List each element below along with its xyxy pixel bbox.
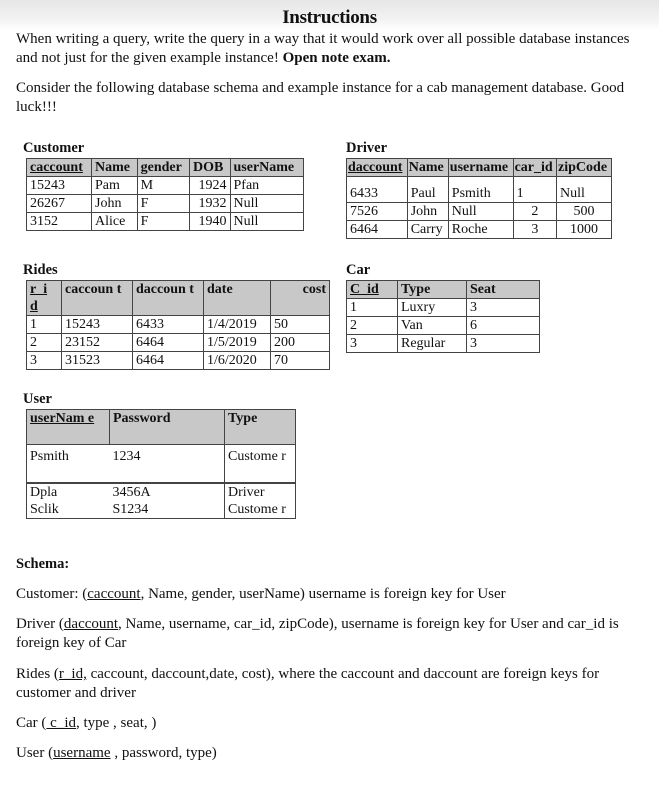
user-table bbox=[26, 409, 296, 519]
user-col-type: Type bbox=[225, 410, 296, 445]
schema-key: r_id, bbox=[58, 666, 87, 682]
cell: 6433 bbox=[133, 316, 204, 334]
cell: 50 bbox=[271, 316, 330, 334]
table-row bbox=[347, 317, 540, 335]
cell: 6 bbox=[467, 317, 540, 335]
driver-col-car-id: car_id bbox=[513, 159, 556, 177]
table-row bbox=[27, 195, 304, 213]
cell: 31523 bbox=[62, 352, 133, 370]
cell: 6464 bbox=[133, 334, 204, 352]
cell: Regular bbox=[398, 335, 467, 353]
rides-col-r-id: r_i d bbox=[27, 281, 62, 316]
cell: 6464 bbox=[133, 352, 204, 370]
cell: F bbox=[137, 195, 189, 213]
cell: 1/4/2019 bbox=[204, 316, 271, 334]
rides-col-daccount: daccoun t bbox=[133, 281, 204, 316]
schema-text: , type , seat, ) bbox=[75, 715, 157, 731]
schema-user bbox=[16, 744, 636, 763]
schema-text: Driver ( bbox=[16, 616, 64, 632]
cell: 3 bbox=[513, 221, 556, 239]
cell: 1940 bbox=[189, 213, 230, 231]
table-row bbox=[347, 221, 612, 239]
cell: Custome r bbox=[225, 445, 296, 484]
cell: Custome r bbox=[225, 501, 296, 519]
cell: 3 bbox=[467, 299, 540, 317]
cell: 1 bbox=[347, 299, 398, 317]
car-col-c-id: C_id bbox=[347, 281, 398, 299]
schema-text: caccount, daccount,date, cost), where the caccount and daccount are foreign keys for customer and driver bbox=[16, 666, 600, 701]
cell: Dpla bbox=[27, 483, 110, 501]
customer-col-name: Name bbox=[92, 159, 138, 177]
cell: 3456A bbox=[112, 485, 151, 500]
schema-heading: Schema: bbox=[16, 556, 70, 572]
cell: 500 bbox=[557, 203, 612, 221]
schema-car bbox=[16, 714, 636, 733]
schema-text: , Name, username, car_id, zipCode), username is foreign key for User and car_id is foreign key of Car bbox=[16, 616, 619, 651]
cell: Psmith bbox=[27, 445, 110, 484]
rides-col-cost: cost bbox=[271, 281, 330, 316]
driver-col-daccount: daccount bbox=[347, 159, 408, 177]
schema-key: caccount bbox=[87, 586, 141, 602]
cell: John bbox=[92, 195, 138, 213]
cell: Null bbox=[230, 213, 304, 231]
cell: 2 bbox=[347, 317, 398, 335]
cell: John bbox=[407, 203, 448, 221]
cell: 3 bbox=[347, 335, 398, 353]
user-col-password: Password bbox=[110, 410, 225, 445]
cell: 2 bbox=[27, 334, 62, 352]
schema-key: daccount bbox=[63, 616, 119, 632]
cell: Driver bbox=[225, 483, 296, 501]
driver-table bbox=[346, 158, 612, 239]
cell: Psmith bbox=[448, 177, 513, 203]
cell: Carry bbox=[407, 221, 448, 239]
cell: 1924 bbox=[189, 177, 230, 195]
car-col-seat: Seat bbox=[467, 281, 540, 299]
table-row bbox=[27, 316, 330, 334]
schema-text: Rides ( bbox=[16, 666, 59, 682]
table-row bbox=[27, 177, 304, 195]
table-row bbox=[27, 334, 330, 352]
schema-text: , Name, gender, userName) username is foreign key for User bbox=[140, 586, 506, 602]
cell: Pam bbox=[92, 177, 138, 195]
cell: 26267 bbox=[27, 195, 92, 213]
cell: 1000 bbox=[557, 221, 612, 239]
driver-heading: Driver bbox=[346, 140, 388, 156]
customer-col-username: userName bbox=[230, 159, 304, 177]
cell: Pfan bbox=[230, 177, 304, 195]
rides-col-caccount: caccoun t bbox=[62, 281, 133, 316]
schema-rides bbox=[16, 665, 636, 703]
page-title: Instructions bbox=[282, 7, 377, 28]
table-row bbox=[347, 299, 540, 317]
schema-driver bbox=[16, 615, 636, 653]
cell: 3152 bbox=[27, 213, 92, 231]
cell: 1 bbox=[513, 177, 556, 203]
cell: 15243 bbox=[27, 177, 92, 195]
rides-heading: Rides bbox=[23, 262, 58, 278]
cell: 200 bbox=[271, 334, 330, 352]
intro-text: When writing a query, write the query in a way that it would work over all possible database instances and not just for the given example instance! bbox=[16, 31, 630, 66]
table-row bbox=[27, 213, 304, 231]
cell: S1234 bbox=[110, 501, 225, 519]
cell: Van bbox=[398, 317, 467, 335]
cell: F bbox=[137, 213, 189, 231]
intro-paragraph-2: Consider the following database schema and example instance for a cab management database. Good luck!!! bbox=[16, 80, 625, 115]
car-col-type: Type bbox=[398, 281, 467, 299]
table-row bbox=[27, 483, 296, 501]
cell: Null bbox=[448, 203, 513, 221]
schema-key: c_id bbox=[46, 715, 76, 731]
schema-text: Car ( bbox=[16, 715, 47, 731]
cell: 1/6/2020 bbox=[204, 352, 271, 370]
cell: Null bbox=[230, 195, 304, 213]
cell: Roche bbox=[448, 221, 513, 239]
user-col-username: userNam e bbox=[27, 410, 110, 445]
driver-col-zipcode: zipCode bbox=[557, 159, 612, 177]
driver-col-username: username bbox=[448, 159, 513, 177]
cell: 6464 bbox=[347, 221, 408, 239]
schema-customer bbox=[16, 585, 636, 604]
cell: 1234 bbox=[112, 449, 141, 464]
cell: 3 bbox=[27, 352, 62, 370]
rides-table bbox=[26, 280, 330, 370]
table-row bbox=[27, 445, 296, 484]
intro-paragraph bbox=[16, 30, 636, 68]
table-row bbox=[347, 177, 612, 203]
cell: 1/5/2019 bbox=[204, 334, 271, 352]
cell: 6433 bbox=[347, 177, 408, 203]
driver-col-name: Name bbox=[407, 159, 448, 177]
schema-text: Customer: ( bbox=[16, 586, 88, 602]
cell: 1932 bbox=[189, 195, 230, 213]
customer-col-dob: DOB bbox=[189, 159, 230, 177]
cell: Paul bbox=[407, 177, 448, 203]
customer-col-caccount: caccount bbox=[27, 159, 92, 177]
schema-text: User ( bbox=[16, 745, 54, 761]
table-row bbox=[347, 203, 612, 221]
cell: Null bbox=[557, 177, 612, 203]
cell: M bbox=[137, 177, 189, 195]
car-table bbox=[346, 280, 540, 353]
table-row bbox=[27, 501, 296, 519]
table-row bbox=[347, 335, 540, 353]
car-heading: Car bbox=[346, 262, 371, 278]
cell: Luxry bbox=[398, 299, 467, 317]
schema-text: , password, type) bbox=[110, 745, 217, 761]
cell: 7526 bbox=[347, 203, 408, 221]
table-row bbox=[27, 352, 330, 370]
rides-col-date: date bbox=[204, 281, 271, 316]
customer-heading: Customer bbox=[23, 140, 85, 156]
intro-bold-text: Open note exam. bbox=[282, 50, 391, 66]
cell: 70 bbox=[271, 352, 330, 370]
customer-col-gender: gender bbox=[137, 159, 189, 177]
customer-table bbox=[26, 158, 304, 231]
cell: Alice bbox=[92, 213, 138, 231]
schema-key: username bbox=[53, 745, 111, 761]
cell: 1 bbox=[27, 316, 62, 334]
user-heading: User bbox=[23, 391, 52, 407]
cell: 15243 bbox=[62, 316, 133, 334]
cell: Sclik bbox=[27, 501, 110, 519]
cell: 2 bbox=[513, 203, 556, 221]
cell: 23152 bbox=[62, 334, 133, 352]
cell: 3 bbox=[467, 335, 540, 353]
